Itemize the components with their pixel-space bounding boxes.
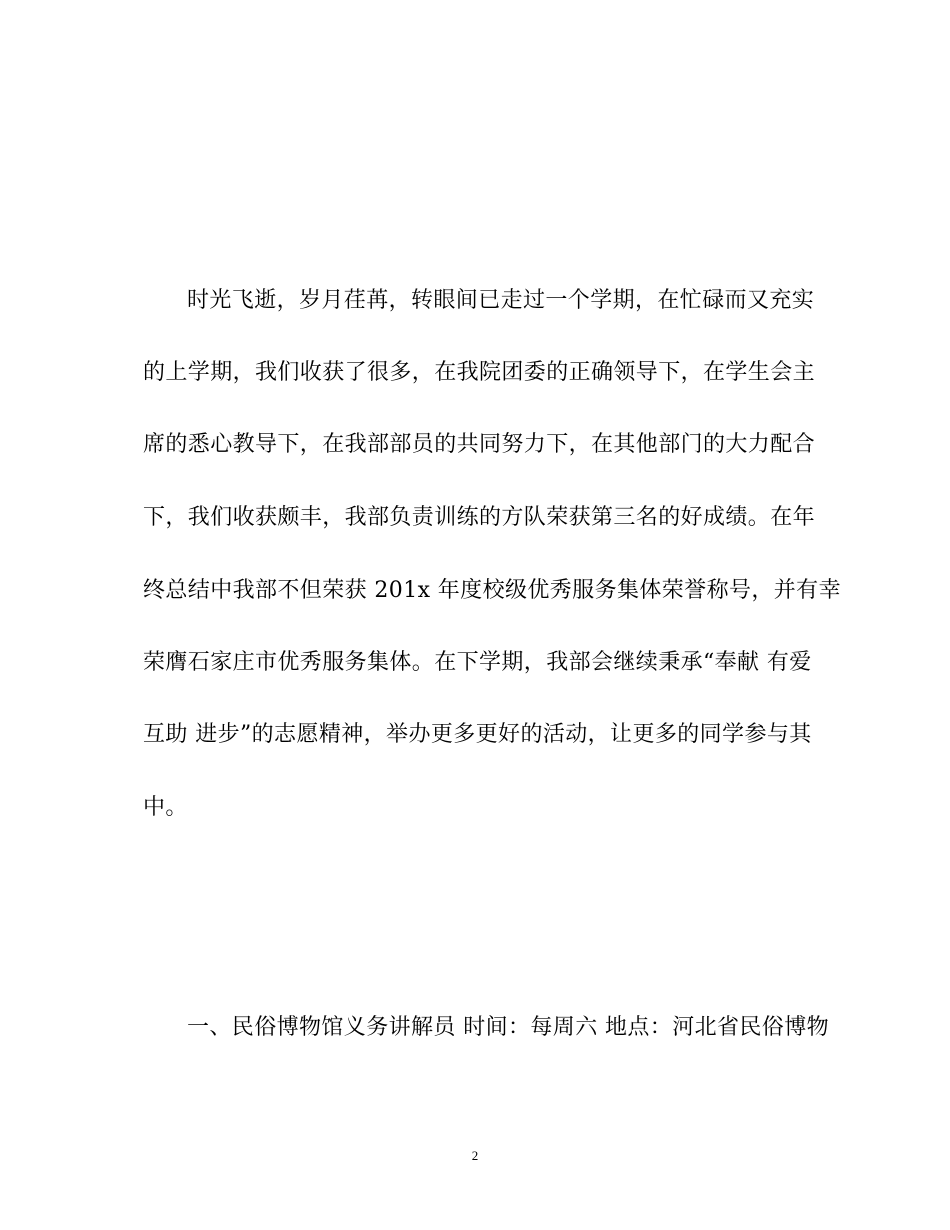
paragraph-1-line-2: 的上学期，我们收获了很多，在我院团委的正确领导下，在学生会主 (143, 360, 816, 385)
paragraph-1-line-3: 席的悉心教导下，在我部部员的共同努力下，在其他部门的大力配合 (143, 432, 816, 457)
paragraph-2-line-1: 一、民俗博物馆义务讲解员 时间：每周六 地点：河北省民俗博物 (187, 1015, 829, 1040)
paragraph-1-line-4: 下，我们收获颇丰，我部负责训练的方队荣获第三名的好成绩。在年 (143, 505, 816, 530)
paragraph-1-line-7: 互助 进步”的志愿精神，举办更多更好的活动，让更多的同学参与其 (143, 722, 812, 747)
page-number: 2 (471, 1148, 479, 1163)
paragraph-1-line-8: 中。 (143, 795, 188, 820)
paragraph-1-line-1: 时光飞逝，岁月荏苒，转眼间已走过一个学期，在忙碌而又充实 (187, 288, 815, 313)
paragraph-1-line-6: 荣膺石家庄市优秀服务集体。在下学期，我部会继续秉承“奉献 有爱 (143, 650, 812, 675)
paragraph-1-line-5: 终总结中我部不但荣获 201x 年度校级优秀服务集体荣誉称号，并有幸 (143, 578, 841, 603)
